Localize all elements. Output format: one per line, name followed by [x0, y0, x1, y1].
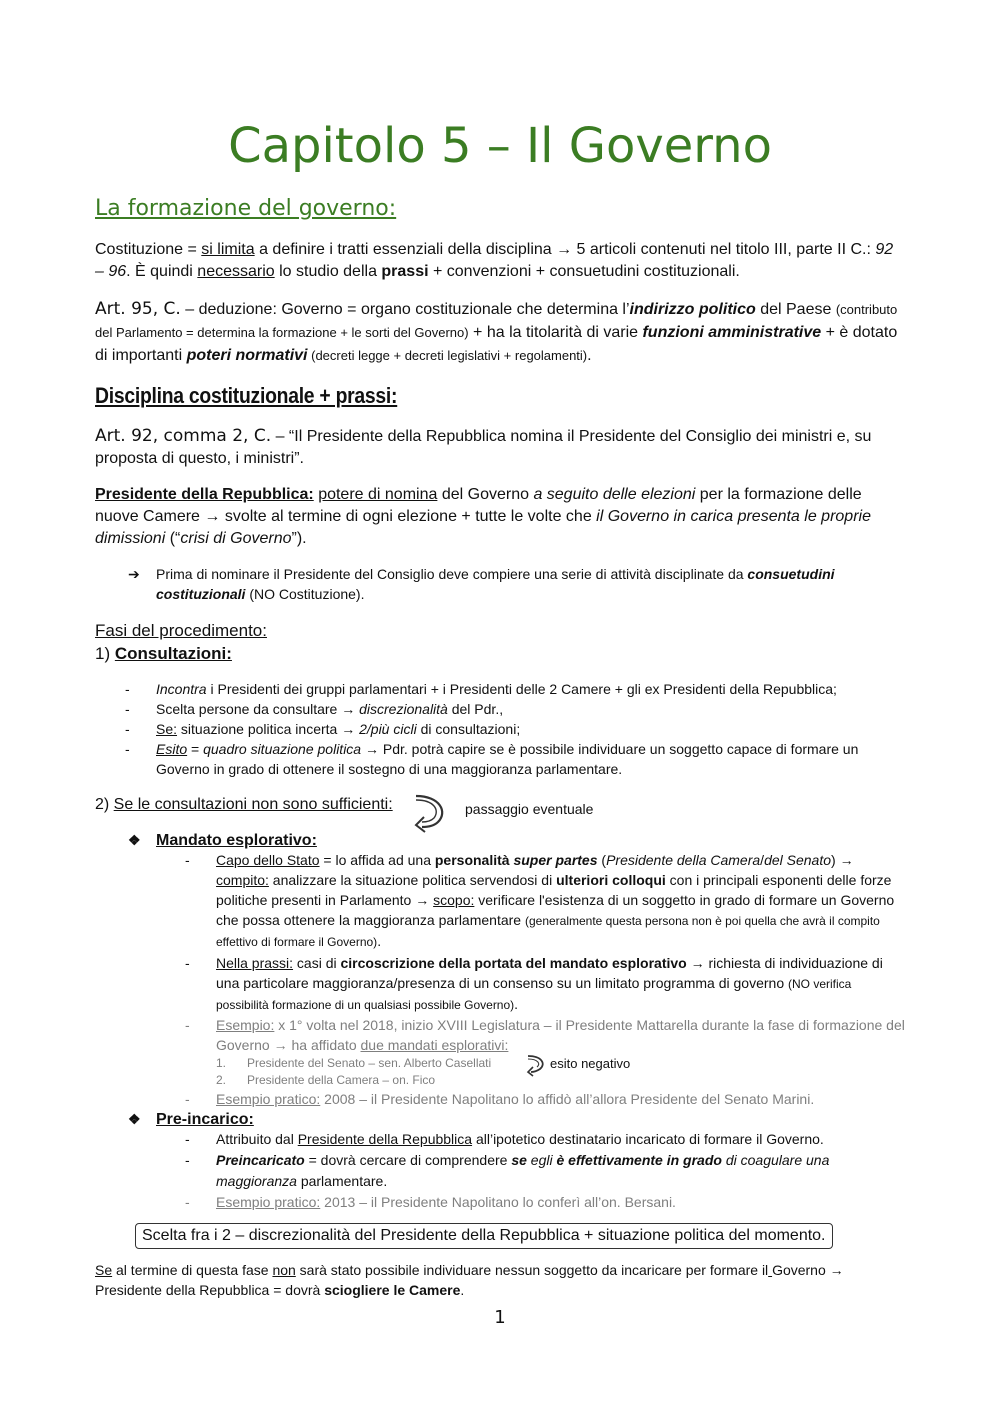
text: (“: [165, 530, 181, 547]
list-item: [185, 1192, 905, 1213]
fasi-heading: [95, 620, 267, 642]
section-heading-disciplina: Disciplina costituzionale + prassi:: [95, 383, 398, 408]
text: Attribuito dal: [216, 1131, 298, 1147]
text: 2/più cicli: [359, 721, 417, 737]
text: non: [272, 1262, 296, 1278]
text: compito:: [216, 872, 269, 888]
paragraph-final: [95, 1260, 905, 1300]
text: (NO Costituzione).: [245, 586, 365, 602]
text: .: [514, 996, 519, 1012]
text: circoscrizione della portata del mandato esplorativo: [340, 955, 687, 971]
text: del Paese: [755, 301, 836, 318]
preincarico-list: [185, 1129, 905, 1213]
list-item: [185, 1129, 905, 1150]
text: – “Il Presidente della Repubblica nomina il Presidente del Consiglio dei ministri e, su proposta di questo, i ministri”.: [95, 428, 872, 467]
text: .: [587, 347, 592, 364]
text: Presidente della Camera: [606, 852, 761, 868]
text: – deduzione: Governo = organo costituzionale che determina l’: [180, 301, 630, 318]
text: Pre-incarico:: [156, 1111, 254, 1128]
text: Governo: [772, 1262, 830, 1278]
text: situazione politica incerta: [177, 721, 342, 737]
text: + è dotato di importanti: [95, 324, 898, 364]
text: effettivamente in grado: [568, 1152, 722, 1168]
page-number: 1: [494, 1307, 506, 1328]
text: Se le consultazioni non sono sufficienti:: [113, 796, 393, 813]
text: ”).: [291, 530, 307, 547]
text: 2008 – il Presidente Napolitano lo affidò all’allora Presidente del Senato Marini.: [320, 1091, 815, 1107]
text: lo studio della: [274, 263, 382, 280]
text: al termine di questa fase: [112, 1262, 273, 1278]
mandato-heading: [128, 830, 317, 851]
text: sarà stato possibile individuare nessun soggetto da incaricare per formare il: [295, 1262, 769, 1278]
arrow-icon: →: [341, 701, 356, 717]
list-item: [185, 850, 905, 952]
dash-bullet: -: [185, 1017, 190, 1033]
text: Presidente della Repubblica: [297, 1131, 473, 1147]
esito-negativo-note: esito negativo: [550, 1056, 631, 1071]
text: si limita: [201, 241, 255, 258]
article-reference: Art. 95, C.: [95, 299, 181, 319]
list-item: [185, 953, 905, 1015]
text: super partes: [513, 852, 598, 868]
arrow-icon: →: [839, 852, 854, 868]
text: 1): [95, 644, 115, 663]
text: Costituzione =: [95, 241, 202, 258]
step-2-heading: [95, 794, 393, 816]
text: Esempio pratico:: [216, 1194, 321, 1210]
text: [156, 564, 903, 604]
text: =: [187, 741, 204, 757]
dash-bullet: -: [125, 741, 130, 757]
list-item: [125, 739, 905, 779]
text: ): [831, 852, 840, 868]
text: Capo dello Stato: [216, 852, 320, 868]
text: x 1° volta nel 2018, inizio XVIII Legislatura – il Presidente Mattarella durante la fase di formazione del Governo: [216, 1017, 905, 1053]
text: di consultazioni;: [416, 721, 521, 737]
text: di coagulare una maggioranza: [216, 1152, 830, 1189]
text: (NO verifica possibilità formazione di un qualsiasi possibile Governo): [216, 977, 852, 1012]
text: 92 – 96: [95, 241, 894, 280]
text: (generalmente questa persona non è poi quella che avrà il compito effettivo di formare il Governo): [216, 914, 880, 949]
text: poteri normativi: [186, 347, 308, 364]
text: per la formazione delle nuove Camere: [95, 486, 862, 525]
text: indirizzo politico: [629, 301, 756, 318]
text: (: [597, 852, 607, 868]
text: /: [760, 852, 765, 868]
text: .: [460, 1282, 465, 1298]
text: (decreti legge + decreti legislativi + regolamenti): [307, 348, 588, 363]
text: a definire i tratti essenziali della disciplina: [254, 241, 557, 258]
curved-return-arrow-icon: [525, 1053, 547, 1077]
text: = dovrà cercare di comprendere: [304, 1152, 512, 1168]
text: parlamentare.: [296, 1173, 388, 1189]
text: 5 articoli contenuti nel titolo III, parte II C.:: [572, 241, 876, 258]
text: Prima di nominare il Presidente del Consiglio deve compiere una serie di attività disciplinate da: [156, 566, 748, 582]
list-number: 1.: [216, 1056, 227, 1070]
text: all’ipotetico destinatario incaricato di formare il Governo.: [472, 1131, 824, 1147]
diamond-bullet-icon: ❖: [128, 832, 141, 848]
text: (contributo del Parlamento = determina la formazione + le sorti del Governo): [95, 302, 898, 340]
consultazioni-list: [125, 679, 905, 779]
text: potere di nomina: [318, 486, 438, 503]
text: verificare l'esistenza di un soggetto in grado di formare un Governo che possa ottenere la maggioranza parlamentare: [216, 892, 895, 928]
text: due mandati esplorativi:: [360, 1037, 509, 1053]
text: Pdr. potrà capire se è possibile individuare un soggetto capace di formare un Governo in grado di ottenere il sostegno di una maggioranza parlamentare.: [156, 741, 859, 777]
text: sciogliere le Camere: [324, 1282, 461, 1298]
paragraph-art-92: [95, 425, 905, 470]
text: Incontra: [156, 681, 207, 697]
text: Consultazioni:: [114, 644, 232, 663]
text: + convenzioni + consuetudini costituzionali.: [428, 263, 740, 280]
text: Se: [95, 1262, 113, 1278]
dash-bullet: -: [185, 1131, 190, 1147]
text: ha affidato: [287, 1037, 361, 1053]
text: Esempio pratico:: [216, 1091, 321, 1107]
dash-bullet: -: [125, 721, 130, 737]
curved-return-arrow-icon: [412, 792, 448, 834]
text: Mandato esplorativo:: [156, 832, 317, 849]
paragraph-art-95: [95, 298, 905, 367]
dash-bullet: -: [185, 1152, 190, 1168]
text: svolte al termine di ogni elezione + tutte le volte che: [220, 508, 597, 525]
text: necessario: [197, 263, 275, 280]
paragraph-presidente-repubblica: [95, 484, 905, 550]
arrow-icon: →: [690, 955, 705, 971]
arrow-icon: →: [273, 1037, 288, 1053]
list-item: [185, 1089, 905, 1109]
dash-bullet: -: [125, 681, 130, 697]
arrow-icon: →: [829, 1262, 844, 1278]
step-1-heading: [95, 643, 232, 665]
boxed-summary: Scelta fra i 2 – discrezionalità del Presidente della Repubblica + situazione politica del momento.: [135, 1223, 833, 1249]
text: Scelta persone da consultare: [156, 701, 342, 717]
text: Preincaricato: [216, 1152, 305, 1168]
dash-bullet: -: [185, 1194, 190, 1210]
text: a seguito delle elezioni: [533, 486, 696, 503]
list-item: [125, 719, 905, 739]
text: + ha la titolarità di varie: [468, 324, 643, 341]
arrow-icon: →: [341, 721, 356, 737]
text: Presidente della Camera – on. Fico: [247, 1073, 436, 1087]
arrow-icon: →: [204, 508, 221, 525]
arrow-icon: →: [415, 892, 430, 908]
arrow-icon: →: [556, 241, 573, 258]
text: personalità: [434, 852, 514, 868]
text: i Presidenti dei gruppi parlamentari + i Presidenti delle 2 Camere + gli ex Presidenti della Repubblica;: [206, 681, 837, 697]
passaggio-eventuale-note: passaggio eventuale: [465, 801, 594, 817]
text: = lo affida ad una: [319, 852, 435, 868]
text: Presidente della Repubblica:: [95, 486, 314, 503]
text: quadro situazione politica: [203, 741, 362, 757]
text: il Governo in carica presenta le proprie dimissioni: [95, 508, 871, 547]
list-item: [185, 1150, 905, 1192]
text: consuetudini costituzionali: [156, 566, 835, 602]
text: se: [511, 1152, 527, 1168]
text: 2): [95, 796, 114, 813]
text: del Pdr.,: [447, 701, 504, 717]
text: del Governo: [437, 486, 534, 503]
text: con i principali esponenti delle forze politiche presenti in Parlamento: [216, 872, 892, 908]
text: Fasi del procedimento:: [95, 621, 267, 640]
article-reference: Art. 92, comma 2, C.: [95, 426, 272, 446]
text: . È quindi: [126, 263, 198, 280]
list-item: [185, 1015, 905, 1089]
text: casi di: [293, 955, 341, 971]
text: discrezionalità: [359, 701, 448, 717]
text: Nella prassi:: [216, 955, 294, 971]
list-item: [125, 679, 905, 699]
list-number: 2.: [216, 1073, 227, 1087]
paragraph-costituzione: [95, 239, 905, 283]
text: Presidente della Repubblica = dovrà: [95, 1282, 325, 1298]
dash-bullet: -: [185, 955, 190, 971]
arrow-bullet-item: [128, 564, 903, 604]
text: prassi: [381, 263, 429, 280]
dash-bullet: -: [185, 1091, 190, 1107]
text: funzioni amministrative: [642, 324, 822, 341]
page-title: Capitolo 5 – Il Governo: [228, 118, 772, 174]
dash-bullet: -: [185, 852, 190, 868]
preincarico-heading: [128, 1109, 254, 1130]
arrow-bullet-icon: ➔: [128, 566, 140, 582]
text: richiesta di individuazione di una particolare maggioranza/presenza di un consenso su un limitato programma di governo: [216, 955, 883, 991]
text: egli: [526, 1152, 557, 1168]
text: ulteriori colloqui: [556, 872, 666, 888]
text: analizzare la situazione politica servendosi di: [268, 872, 557, 888]
text: del Senato: [764, 852, 832, 868]
arrow-icon: →: [364, 741, 379, 757]
section-heading-formazione: La formazione del governo:: [95, 196, 397, 221]
text: Esito: [156, 741, 188, 757]
text: .: [377, 933, 382, 949]
text: scopo:: [433, 892, 475, 908]
text: Se:: [156, 721, 178, 737]
text: Presidente del Senato – sen. Alberto Casellati: [247, 1056, 492, 1070]
list-item: [125, 699, 905, 719]
text: è: [556, 1152, 565, 1168]
diamond-bullet-icon: ❖: [128, 1111, 141, 1127]
text: Esempio:: [216, 1017, 275, 1033]
text: crisi di Governo: [180, 530, 292, 547]
dash-bullet: -: [125, 701, 130, 717]
list-item: [216, 1072, 905, 1089]
text: 2013 – il Presidente Napolitano lo conferì all’on. Bersani.: [320, 1194, 676, 1210]
